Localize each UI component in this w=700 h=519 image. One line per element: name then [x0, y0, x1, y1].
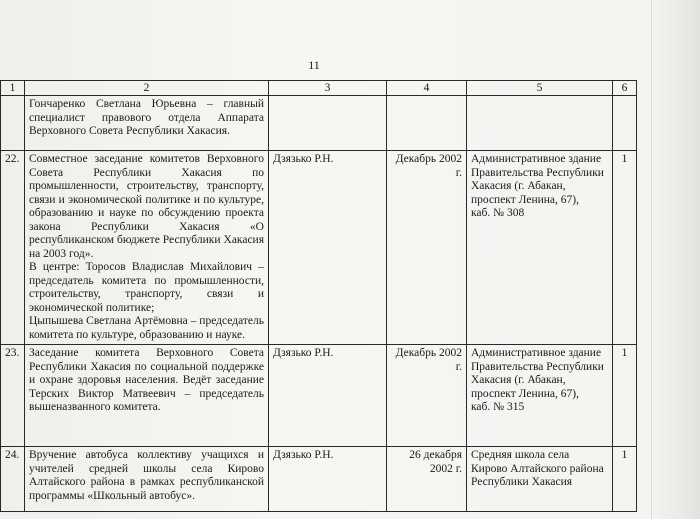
event-paragraph: Совместное заседание комитетов Верховного Совета Республики Хакасия по промышленности, строительству, транспорту, связи и экономической политике и по культуре, образованию и науке по обсуждению проекта закона Республики Хакасия «О республиканском бюджете Республики Хакасия на 2003 год». — [29, 153, 264, 260]
event-paragraph: В центре: Торосов Владислав Михайлович – председатель комитета по промышленности, строительству, транспорту, связи и экономической политике; — [29, 261, 264, 314]
responsible-person: Дзязько Р.Н. — [269, 151, 387, 345]
row-number: 23. — [1, 345, 25, 447]
place-line: каб. № 315 — [471, 401, 525, 413]
item-count: 1 — [613, 151, 637, 345]
place-line: Административное здание Правительства Республики Хакасия (г. Абакан, проспект Ленина, 67), — [471, 153, 604, 206]
event-date — [387, 96, 467, 151]
item-count: 1 — [613, 345, 637, 447]
responsible-person: Дзязько Р.Н. — [269, 447, 387, 512]
event-place — [467, 345, 613, 447]
item-count: 1 — [613, 447, 637, 512]
column-header: 1 — [1, 81, 25, 96]
table-header-row — [1, 81, 637, 96]
event-paragraph: Вручение автобуса коллективу учащихся и учителей средней школы села Кирово Алтайского района в рамках республиканской программы «Школьный автобус». — [29, 449, 264, 502]
place-line: Административное здание Правительства Республики Хакасия (г. Абакан, проспект Ленина, 67), — [471, 347, 604, 400]
table-row — [1, 447, 637, 512]
event-date: 26 декабря 2002 г. — [387, 447, 467, 512]
responsible-person: Дзязько Р.Н. — [269, 345, 387, 447]
column-header: 5 — [467, 81, 613, 96]
table-row — [1, 345, 637, 447]
table-row — [1, 96, 637, 151]
events-table — [0, 80, 637, 512]
event-place — [467, 447, 613, 512]
column-header: 3 — [269, 81, 387, 96]
row-number: 24. — [1, 447, 25, 512]
row-number — [1, 96, 25, 151]
row-number: 22. — [1, 151, 25, 345]
event-description — [25, 151, 269, 345]
column-header: 6 — [613, 81, 637, 96]
page-number: 11 — [308, 58, 320, 72]
event-date: Декабрь 2002 г. — [387, 151, 467, 345]
table-row — [1, 151, 637, 345]
column-header: 2 — [25, 81, 269, 96]
event-description — [25, 96, 269, 151]
event-paragraph: Цыпышева Светлана Артёмовна – председатель комитета по культуре, образованию и науке. — [29, 315, 264, 341]
event-date: Декабрь 2002 г. — [387, 345, 467, 447]
event-paragraph: Заседание комитета Верховного Совета Республики Хакасия по социальной поддержке и охране здоровья населения. Ведёт заседание Терских Виктор Матвеевич – председатель вышеназванного комитета. — [29, 347, 264, 413]
event-paragraph: Гончаренко Светлана Юрьевна – главный специалист правового отдела Аппарата Верховного Совета Республики Хакасия. — [29, 98, 264, 137]
place-line: каб. № 308 — [471, 207, 525, 219]
item-count — [613, 96, 637, 151]
event-description — [25, 447, 269, 512]
page-edge-shadow — [651, 0, 700, 519]
event-place — [467, 96, 613, 151]
place-line: Средняя школа села Кирово Алтайского района Республики Хакасия — [471, 449, 604, 488]
column-header: 4 — [387, 81, 467, 96]
event-place — [467, 151, 613, 345]
event-description — [25, 345, 269, 447]
responsible-person — [269, 96, 387, 151]
